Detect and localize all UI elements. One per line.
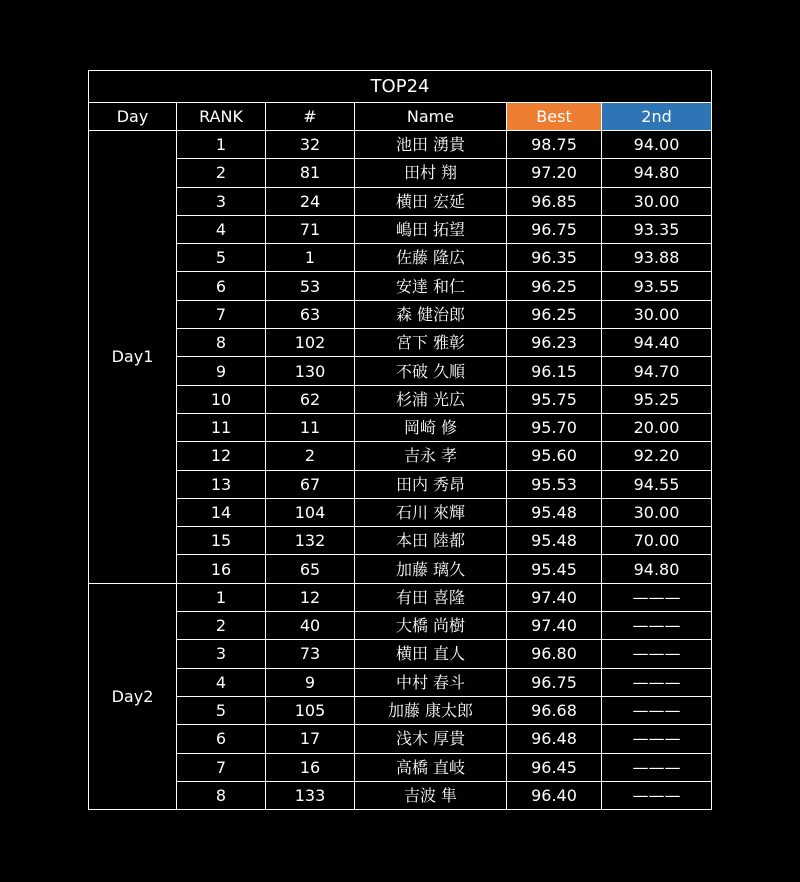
cell-number: 65 (266, 555, 355, 583)
cell-rank: 2 (177, 612, 266, 640)
table-row (89, 753, 712, 781)
cell-rank: 2 (177, 159, 266, 187)
cell-best: 98.75 (507, 131, 602, 159)
cell-number: 81 (266, 159, 355, 187)
cell-name: 田村 翔 (355, 159, 507, 187)
table-row (89, 159, 712, 187)
cell-name: 田内 秀昂 (355, 470, 507, 498)
cell-number: 16 (266, 753, 355, 781)
cell-name: 大橋 尚樹 (355, 612, 507, 640)
table-row (89, 555, 712, 583)
cell-number: 53 (266, 272, 355, 300)
cell-name: 佐藤 隆広 (355, 244, 507, 272)
cell-best: 96.48 (507, 725, 602, 753)
cell-second: ——— (602, 612, 712, 640)
header-day: Day (89, 103, 177, 131)
table-row (89, 329, 712, 357)
cell-second: 94.00 (602, 131, 712, 159)
title-row (89, 71, 712, 103)
table-row (89, 131, 712, 159)
results-table (88, 70, 712, 810)
cell-best: 96.40 (507, 781, 602, 809)
table-row (89, 470, 712, 498)
cell-name: 杉浦 光広 (355, 385, 507, 413)
table-row (89, 187, 712, 215)
cell-rank: 9 (177, 357, 266, 385)
cell-second: 94.80 (602, 159, 712, 187)
cell-best: 95.53 (507, 470, 602, 498)
cell-rank: 5 (177, 696, 266, 724)
table-row (89, 357, 712, 385)
table-row (89, 696, 712, 724)
cell-number: 102 (266, 329, 355, 357)
cell-number: 104 (266, 498, 355, 526)
cell-best: 96.35 (507, 244, 602, 272)
cell-name: 不破 久順 (355, 357, 507, 385)
cell-number: 130 (266, 357, 355, 385)
table-row (89, 215, 712, 243)
cell-best: 97.40 (507, 612, 602, 640)
cell-name: 池田 湧貴 (355, 131, 507, 159)
table-row (89, 244, 712, 272)
cell-name: 岡崎 修 (355, 413, 507, 441)
cell-rank: 7 (177, 753, 266, 781)
cell-second: ——— (602, 583, 712, 611)
cell-second: ——— (602, 781, 712, 809)
cell-best: 96.75 (507, 215, 602, 243)
header-best: Best (507, 103, 602, 131)
cell-name: 有田 喜隆 (355, 583, 507, 611)
cell-name: 嶋田 拓望 (355, 215, 507, 243)
header-row (89, 103, 712, 131)
cell-number: 67 (266, 470, 355, 498)
cell-rank: 1 (177, 583, 266, 611)
cell-rank: 13 (177, 470, 266, 498)
cell-second: 70.00 (602, 527, 712, 555)
cell-best: 96.80 (507, 640, 602, 668)
cell-best: 95.48 (507, 498, 602, 526)
cell-best: 96.85 (507, 187, 602, 215)
cell-second: 30.00 (602, 300, 712, 328)
cell-second: 93.55 (602, 272, 712, 300)
cell-rank: 3 (177, 187, 266, 215)
cell-best: 96.25 (507, 300, 602, 328)
cell-number: 32 (266, 131, 355, 159)
table-row (89, 527, 712, 555)
cell-best: 96.15 (507, 357, 602, 385)
table-row (89, 498, 712, 526)
cell-name: 森 健治郎 (355, 300, 507, 328)
cell-best: 97.20 (507, 159, 602, 187)
cell-name: 本田 陸都 (355, 527, 507, 555)
table-row (89, 725, 712, 753)
cell-second: 93.35 (602, 215, 712, 243)
cell-best: 96.25 (507, 272, 602, 300)
cell-rank: 6 (177, 725, 266, 753)
cell-rank: 4 (177, 215, 266, 243)
cell-best: 96.23 (507, 329, 602, 357)
cell-second: 94.55 (602, 470, 712, 498)
header-name: Name (355, 103, 507, 131)
cell-number: 63 (266, 300, 355, 328)
cell-second: 94.40 (602, 329, 712, 357)
table-row (89, 300, 712, 328)
table-row (89, 272, 712, 300)
cell-rank: 10 (177, 385, 266, 413)
cell-rank: 7 (177, 300, 266, 328)
cell-name: 安達 和仁 (355, 272, 507, 300)
cell-best: 95.60 (507, 442, 602, 470)
cell-number: 133 (266, 781, 355, 809)
cell-name: 吉波 隼 (355, 781, 507, 809)
cell-rank: 12 (177, 442, 266, 470)
cell-name: 石川 來輝 (355, 498, 507, 526)
cell-best: 95.70 (507, 413, 602, 441)
cell-number: 73 (266, 640, 355, 668)
cell-name: 横田 直人 (355, 640, 507, 668)
header-rank: RANK (177, 103, 266, 131)
cell-name: 加藤 康太郎 (355, 696, 507, 724)
table-title: TOP24 (89, 71, 712, 103)
table-row (89, 668, 712, 696)
cell-second: ——— (602, 725, 712, 753)
cell-rank: 15 (177, 527, 266, 555)
cell-best: 95.75 (507, 385, 602, 413)
cell-rank: 1 (177, 131, 266, 159)
cell-rank: 8 (177, 329, 266, 357)
cell-number: 105 (266, 696, 355, 724)
table-row (89, 385, 712, 413)
cell-second: ——— (602, 696, 712, 724)
cell-number: 71 (266, 215, 355, 243)
cell-second: 30.00 (602, 498, 712, 526)
cell-second: 93.88 (602, 244, 712, 272)
day-label: Day2 (89, 583, 177, 809)
cell-number: 132 (266, 527, 355, 555)
cell-second: 30.00 (602, 187, 712, 215)
cell-name: 中村 春斗 (355, 668, 507, 696)
table-row (89, 781, 712, 809)
cell-number: 9 (266, 668, 355, 696)
cell-number: 40 (266, 612, 355, 640)
cell-best: 95.48 (507, 527, 602, 555)
cell-number: 62 (266, 385, 355, 413)
cell-second: 92.20 (602, 442, 712, 470)
cell-number: 2 (266, 442, 355, 470)
table-row (89, 583, 712, 611)
cell-rank: 14 (177, 498, 266, 526)
cell-name: 高橋 直岐 (355, 753, 507, 781)
header-second: 2nd (602, 103, 712, 131)
cell-rank: 4 (177, 668, 266, 696)
cell-name: 浅木 厚貴 (355, 725, 507, 753)
table-body (89, 131, 712, 810)
table-row (89, 640, 712, 668)
cell-rank: 16 (177, 555, 266, 583)
cell-rank: 8 (177, 781, 266, 809)
cell-name: 横田 宏延 (355, 187, 507, 215)
cell-name: 加藤 璃久 (355, 555, 507, 583)
cell-second: 20.00 (602, 413, 712, 441)
cell-second: 94.70 (602, 357, 712, 385)
cell-second: ——— (602, 753, 712, 781)
table-row (89, 442, 712, 470)
table-row (89, 413, 712, 441)
cell-rank: 6 (177, 272, 266, 300)
cell-best: 96.75 (507, 668, 602, 696)
cell-rank: 11 (177, 413, 266, 441)
table-row (89, 612, 712, 640)
day-label: Day1 (89, 131, 177, 584)
cell-number: 17 (266, 725, 355, 753)
cell-best: 96.45 (507, 753, 602, 781)
cell-name: 吉永 孝 (355, 442, 507, 470)
cell-number: 24 (266, 187, 355, 215)
cell-best: 95.45 (507, 555, 602, 583)
cell-rank: 3 (177, 640, 266, 668)
cell-number: 12 (266, 583, 355, 611)
header-number: # (266, 103, 355, 131)
cell-rank: 5 (177, 244, 266, 272)
cell-second: ——— (602, 668, 712, 696)
cell-second: 94.80 (602, 555, 712, 583)
cell-best: 97.40 (507, 583, 602, 611)
cell-number: 11 (266, 413, 355, 441)
cell-second: ——— (602, 640, 712, 668)
cell-number: 1 (266, 244, 355, 272)
cell-second: 95.25 (602, 385, 712, 413)
cell-name: 宮下 雅彰 (355, 329, 507, 357)
cell-best: 96.68 (507, 696, 602, 724)
